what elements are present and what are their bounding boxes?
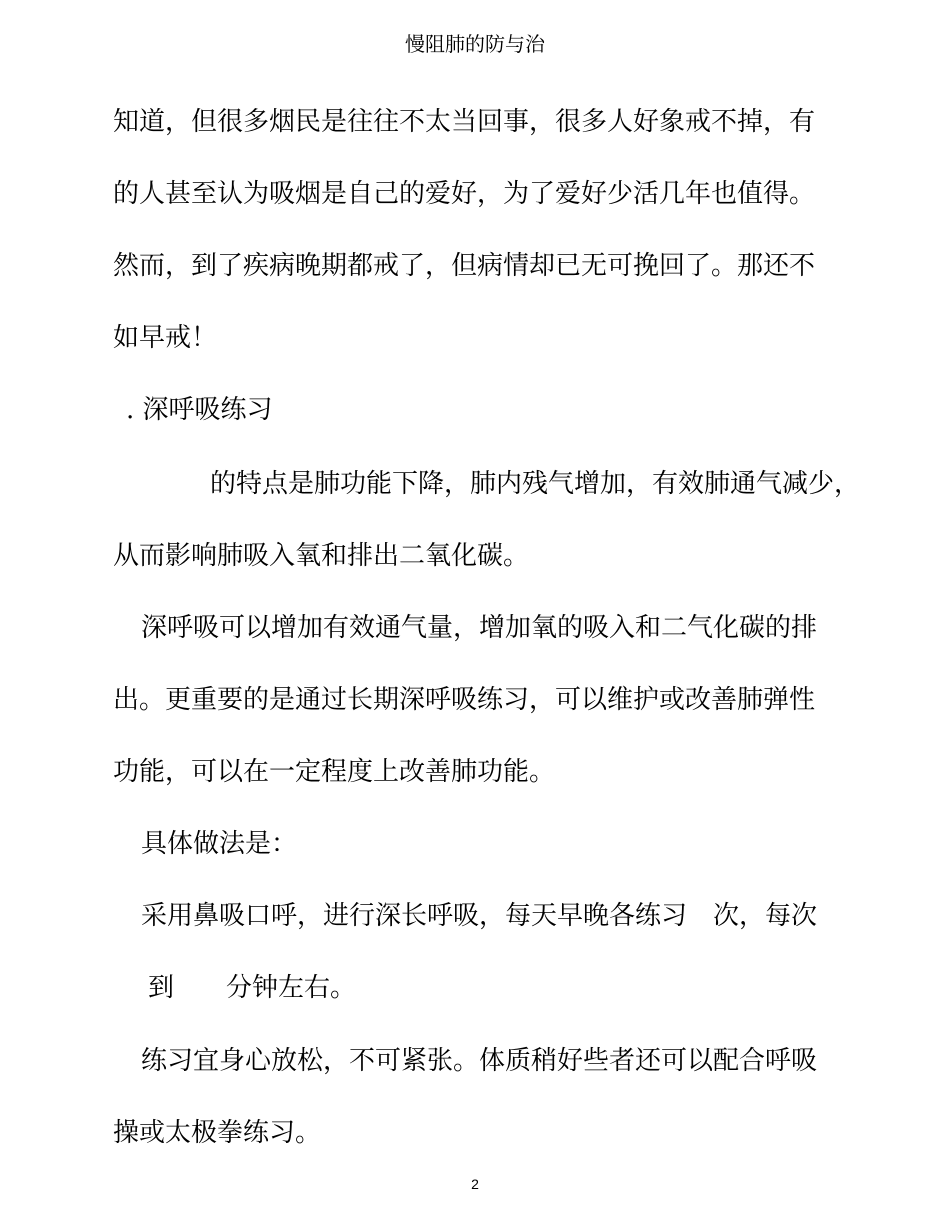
paragraph-line: 具体做法是： <box>141 829 298 859</box>
page-number: 2 <box>471 1176 479 1192</box>
paragraph-line: 然而，到了疾病晚期都戒了，但病情却已无可挽回了。那还不 <box>113 251 816 281</box>
section-heading: . 深呼吸练习 <box>126 395 273 425</box>
paragraph-line: 知道，但很多烟民是往往不太当回事，很多人好象戒不掉，有 <box>113 107 816 137</box>
paragraph-line: 如早戒！ <box>113 323 218 353</box>
paragraph-line: 从而影响肺吸入氧和排出二氧化碳。 <box>113 541 530 571</box>
paragraph-line: 练习宜身心放松，不可紧张。体质稍好些者还可以配合呼吸 <box>141 1046 818 1076</box>
paragraph-line: 的特点是肺功能下降，肺内残气增加，有效肺通气减少， <box>210 469 861 499</box>
paragraph-line: 到 分钟左右。 <box>148 973 357 1003</box>
paragraph-line: 深呼吸可以增加有效通气量，增加氧的吸入和二气化碳的排 <box>141 613 818 643</box>
page-header-title: 慢阻肺的防与治 <box>405 32 545 56</box>
paragraph-line: 功能，可以在一定程度上改善肺功能。 <box>113 757 556 787</box>
paragraph-line: 采用鼻吸口呼，进行深长呼吸，每天早晚各练习 次，每次 <box>141 901 818 931</box>
paragraph-line: 出。更重要的是通过长期深呼吸练习，可以维护或改善肺弹性 <box>113 685 816 715</box>
paragraph-line: 操或太极拳练习。 <box>113 1118 322 1148</box>
paragraph-line: 的人甚至认为吸烟是自己的爱好，为了爱好少活几年也值得。 <box>113 179 816 209</box>
